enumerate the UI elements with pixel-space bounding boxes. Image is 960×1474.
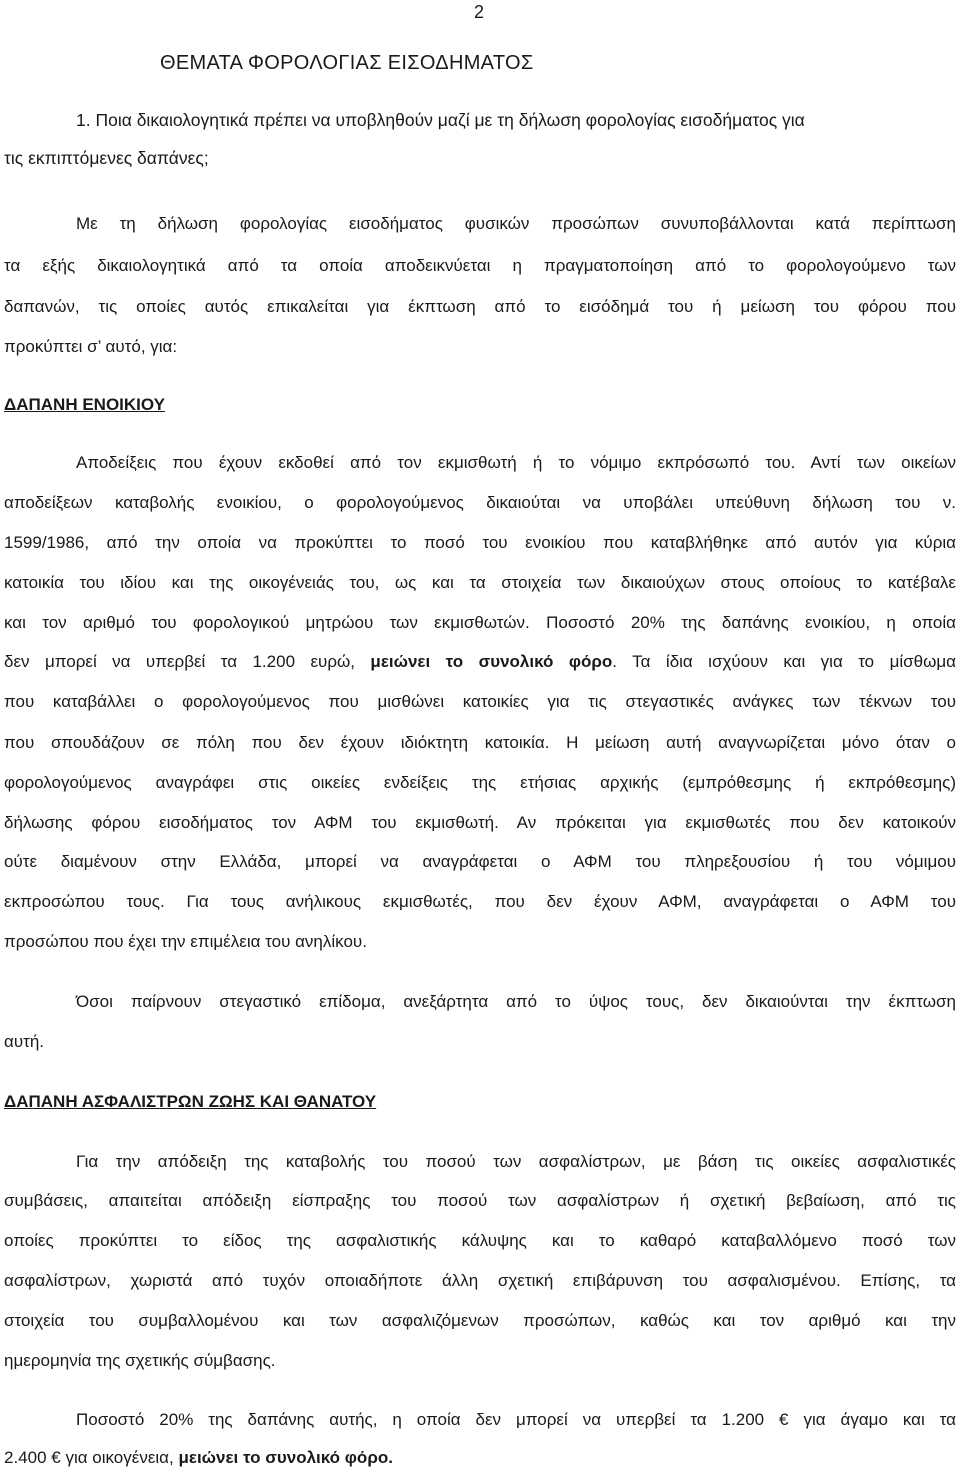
rent-line: δήλωσης φόρου εισοδήματος τον ΑΦΜ του εκμισθωτή. Αν πρόκειται για εκμισθωτές που δεν κατοικούν bbox=[4, 813, 956, 832]
insurance-line: Για την απόδειξη της καταβολής του ποσού των ασφαλίστρων, με βάση τις οικείες ασφαλιστικές bbox=[76, 1152, 956, 1171]
rent-line: που σπουδάζουν σε πόλη που δεν έχουν ιδιόκτητη κατοικία. Η μείωση αυτή αναγνωρίζεται μόνο όταν ο bbox=[4, 733, 956, 752]
intro-line: προκύπτει σ’ αυτό, για: bbox=[4, 337, 178, 356]
document-title: ΘΕΜΑΤΑ ΦΟΡΟΛΟΓΙΑΣ ΕΙΣΟΔΗΜΑΤΟΣ bbox=[160, 52, 534, 74]
rent-note-line: αυτή. bbox=[4, 1032, 45, 1051]
rent-heading: ΔΑΠΑΝΗ ΕΝΟΙΚΙΟΥ bbox=[4, 395, 165, 414]
rent-line: προσώπου που έχει την επιμέλεια του ανηλίκου. bbox=[4, 932, 367, 951]
intro-line: δαπανών, τις οποίες αυτός επικαλείται για έκπτωση από το εισόδημά του ή μείωση του φόρου που bbox=[4, 297, 956, 316]
rent-line: που καταβάλλει ο φορολογούμενος που μισθώνει κατοικίες για τις στεγαστικές ανάγκες των τέκνων του bbox=[4, 692, 956, 711]
rent-line: δεν μπορεί να υπερβεί τα 1.200 ευρώ, μειώνει το συνολικό φόρο. Τα ίδια ισχύουν και για το μίσθωμα bbox=[4, 652, 956, 671]
insurance-heading: ΔΑΠΑΝΗ ΑΣΦΑΛΙΣΤΡΩΝ ΖΩΗΣ ΚΑΙ ΘΑΝΑΤΟΥ bbox=[4, 1092, 377, 1111]
rent-line: Αποδείξεις που έχουν εκδοθεί από τον εκμισθωτή ή το νόμιμο εκπρόσωπό του. Αντί των οικείων bbox=[76, 453, 956, 472]
insurance-line: στοιχεία του συμβαλλομένου και των ασφαλιζόμενων προσώπων, καθώς και τον αριθμό και την bbox=[4, 1311, 956, 1330]
insurance-line: ημερομηνία της σχετικής σύμβασης. bbox=[4, 1351, 276, 1370]
rent-note-line: Όσοι παίρνουν στεγαστικό επίδομα, ανεξάρτητα από το ύψος τους, δεν δικαιούνται την έκπτωση bbox=[76, 992, 956, 1011]
insurance-line: οποίες προκύπτει το είδος της ασφαλιστικής κάλυψης και το καθαρό καταβαλλόμενο ποσό των bbox=[4, 1231, 956, 1250]
question-line-1: 1. Ποια δικαιολογητικά πρέπει να υποβληθούν μαζί με τη δήλωση φορολογίας εισοδήματος για bbox=[76, 110, 805, 130]
insurance-line: ασφαλίστρων, χωριστά από τυχόν οποιαδήποτε άλλη σχετική επιβάρυνση του ασφαλισμένου. Επίσης, τα bbox=[4, 1271, 956, 1290]
insurance-emphasis: μειώνει το συνολικό φόρο. bbox=[178, 1448, 393, 1467]
rent-line: 1599/1986, από την οποία να προκύπτει το ποσό του ενοικίου που καταβλήθηκε από αυτόν για κύρια bbox=[4, 533, 956, 552]
rent-line: ούτε διαμένουν στην Ελλάδα, μπορεί να αναγράφεται ο ΑΦΜ του πληρεξουσίου ή του νόμιμου bbox=[4, 852, 956, 871]
rent-line: και τον αριθμό του φορολογικού μητρώου των εκμισθωτών. Ποσοστό 20% της δαπάνης ενοικίου, η οποία bbox=[4, 613, 956, 632]
intro-line: Με τη δήλωση φορολογίας εισοδήματος φυσικών προσώπων συνυποβάλλονται κατά περίπτωση bbox=[76, 214, 956, 233]
insurance-line: συμβάσεις, απαιτείται απόδειξη είσπραξης του ποσού των ασφαλίστρων ή σχετική βεβαίωση, από τις bbox=[4, 1191, 956, 1210]
question-line-2: τις εκπιπτόμενες δαπάνες; bbox=[4, 148, 209, 168]
rent-line: φορολογούμενος αναγράφει στις οικείες ενδείξεις της ετήσιας αρχικής (εμπρόθεσμης ή εκπρόθεσμης) bbox=[4, 773, 956, 792]
page-number: 2 bbox=[474, 2, 485, 22]
rent-line: κατοικία του ιδίου και της οικογένειάς του, ως και τα στοιχεία των δικαιούχων στους οποίους το κατέβαλε bbox=[4, 573, 956, 592]
rent-line: εκπροσώπου τους. Για τους ανήλικους εκμισθωτές, που δεν έχουν ΑΦΜ, αναγράφεται ο ΑΦΜ του bbox=[4, 892, 956, 911]
rent-line: αποδείξεων καταβολής ενοικίου, ο φορολογούμενος δικαιούται να υποβάλει υπεύθυνη δήλωση του ν. bbox=[4, 493, 956, 512]
rent-emphasis: μειώνει το συνολικό φόρο bbox=[370, 652, 613, 671]
insurance-pct-line: 2.400 € για οικογένεια, μειώνει το συνολικό φόρο. bbox=[4, 1448, 393, 1467]
intro-line: τα εξής δικαιολογητικά από τα οποία αποδεικνύεται η πραγματοποίηση από το φορολογούμενο των bbox=[4, 256, 956, 275]
insurance-pct-line: Ποσοστό 20% της δαπάνης αυτής, η οποία δεν μπορεί να υπερβεί τα 1.200 € για άγαμο και τα bbox=[76, 1410, 956, 1429]
